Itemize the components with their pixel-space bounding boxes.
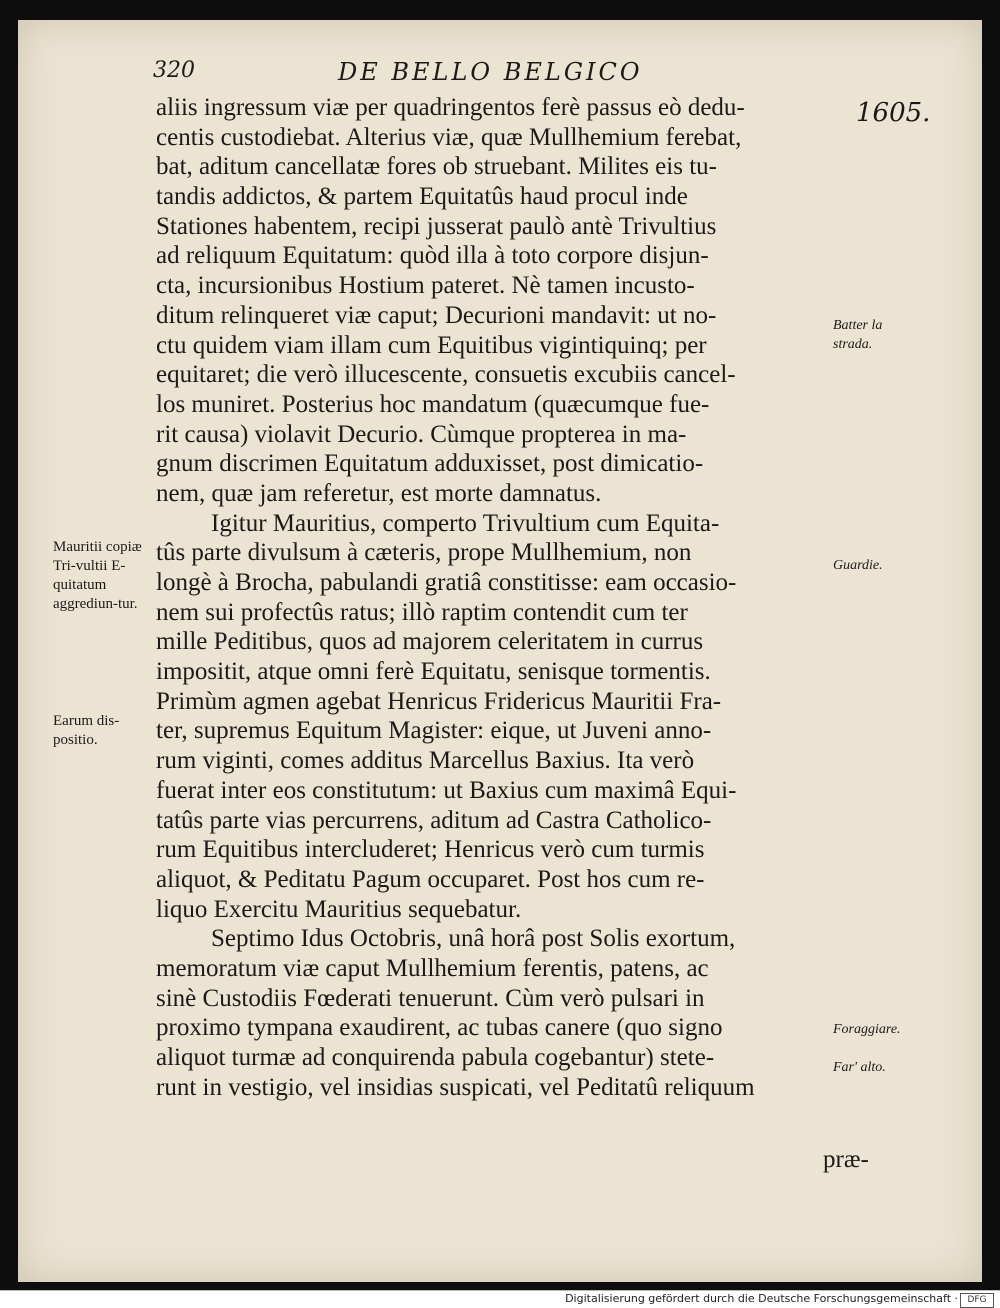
text-line: proximo tympana exaudirent, ac tubas canere (quo signo (156, 1014, 723, 1042)
text-line: rum viginti, comes additus Marcellus Baxius. Ita verò (156, 747, 695, 775)
text-line: memoratum viæ caput Mullhemium ferentis, patens, ac (156, 954, 709, 982)
text-line: rit causa) violavit Decurio. Cùmque propterea in ma- (156, 420, 687, 448)
text-line: fuerat inter eos constitutum: ut Baxius cum maximâ Equi- (156, 776, 737, 804)
text-line: los muniret. Posterius hoc mandatum (quæcumque fue- (156, 390, 710, 418)
text-line: mille Peditibus, quos ad majorem celeritatem in currus (156, 628, 704, 656)
body-text (156, 93, 846, 1102)
text-line: tatûs parte vias percurrens, aditum ad Castra Catholico- (156, 806, 712, 834)
footer-credit: Digitalisierung gefördert durch die Deutsche Forschungsgemeinschaft · (565, 1292, 958, 1305)
text-line: rum Equitibus intercluderet; Henricus verò cum turmis (156, 836, 705, 864)
text-line: sinè Custodiis Fœderati tenuerunt. Cùm verò pulsari in (156, 984, 705, 1012)
text-line: ditum relinqueret viæ caput; Decurioni mandavit: ut no- (156, 301, 717, 329)
text-line: ter, supremus Equitum Magister: eique, ut Juveni anno- (156, 717, 712, 745)
text-line: Stationes habentem, recipi jusserat paulò antè Trivultius (156, 212, 717, 240)
margin-note-right: Foraggiare. (833, 1022, 901, 1037)
running-head: DE BELLO BELGICO (338, 58, 643, 86)
margin-note-left: Earum dis-positio. (53, 713, 120, 748)
year-marginal: 1605. (856, 98, 931, 128)
text-line: runt in vestigio, vel insidias suspicati, vel Peditatû reliquum (156, 1073, 755, 1101)
text-line: gnum discrimen Equitatum adduxisset, post dimicatio- (156, 450, 704, 478)
catchword: præ- (823, 1146, 869, 1173)
text-line: impositit, atque omni ferè Equitatu, senisque tormentis. (156, 658, 711, 686)
text-line: ad reliquum Equitatum: quòd illa à toto corpore disjun- (156, 242, 709, 270)
text-line: bat, aditum cancellatæ fores ob struebant. Milites eis tu- (156, 153, 717, 181)
margin-note-right: Guardie. (833, 558, 883, 573)
digitization-footer (0, 1290, 1000, 1308)
dfg-logo: DFG (960, 1293, 994, 1308)
text-line: centis custodiebat. Alterius viæ, quæ Mullhemium ferebat, (156, 123, 742, 151)
margin-note-right: Batter la strada. (833, 318, 883, 352)
book-page (18, 20, 982, 1282)
text-line: liquo Exercitu Mauritius sequebatur. (156, 895, 522, 923)
text-line: tûs parte divulsum à cæteris, prope Mullhemium, non (156, 539, 692, 567)
text-line: Septimo Idus Octobris, unâ horâ post Solis exortum, (211, 925, 736, 953)
text-line: longè à Brocha, pabulandi gratiâ constitisse: eam occasio- (156, 569, 737, 596)
text-line: tandis addictos, & partem Equitatûs haud procul inde (156, 183, 688, 211)
page-number: 320 (153, 58, 195, 83)
text-line: nem, quæ jam referetur, est morte damnatus. (156, 479, 602, 507)
text-line: Igitur Mauritius, comperto Trivultium cum Equita- (211, 509, 720, 537)
margin-note-left: Mauritii copiæ Tri-vultii E-quitatum aggrediun-tur. (53, 539, 142, 612)
text-line: equitaret; die verò illucescente, consuetis excubiis cancel- (156, 361, 736, 389)
text-line: aliis ingressum viæ per quadringentos ferè passus eò dedu- (156, 94, 745, 121)
text-line: aliquot, & Peditatu Pagum occuparet. Post hos cum re- (156, 865, 705, 893)
text-line: aliquot turmæ ad conquirenda pabula cogebantur) stete- (156, 1044, 715, 1071)
text-line: nem sui profectûs ratus; illò raptim contendit cum ter (156, 598, 688, 626)
margin-note-right: Far' alto. (833, 1060, 886, 1075)
text-line: ctu quidem viam illam cum Equitibus vigintiquinq; per (156, 331, 707, 359)
text-line: Primùm agmen agebat Henricus Fridericus Mauritii Fra- (156, 687, 722, 715)
text-line: cta, incursionibus Hostium pateret. Nè tamen incusto- (156, 272, 695, 300)
